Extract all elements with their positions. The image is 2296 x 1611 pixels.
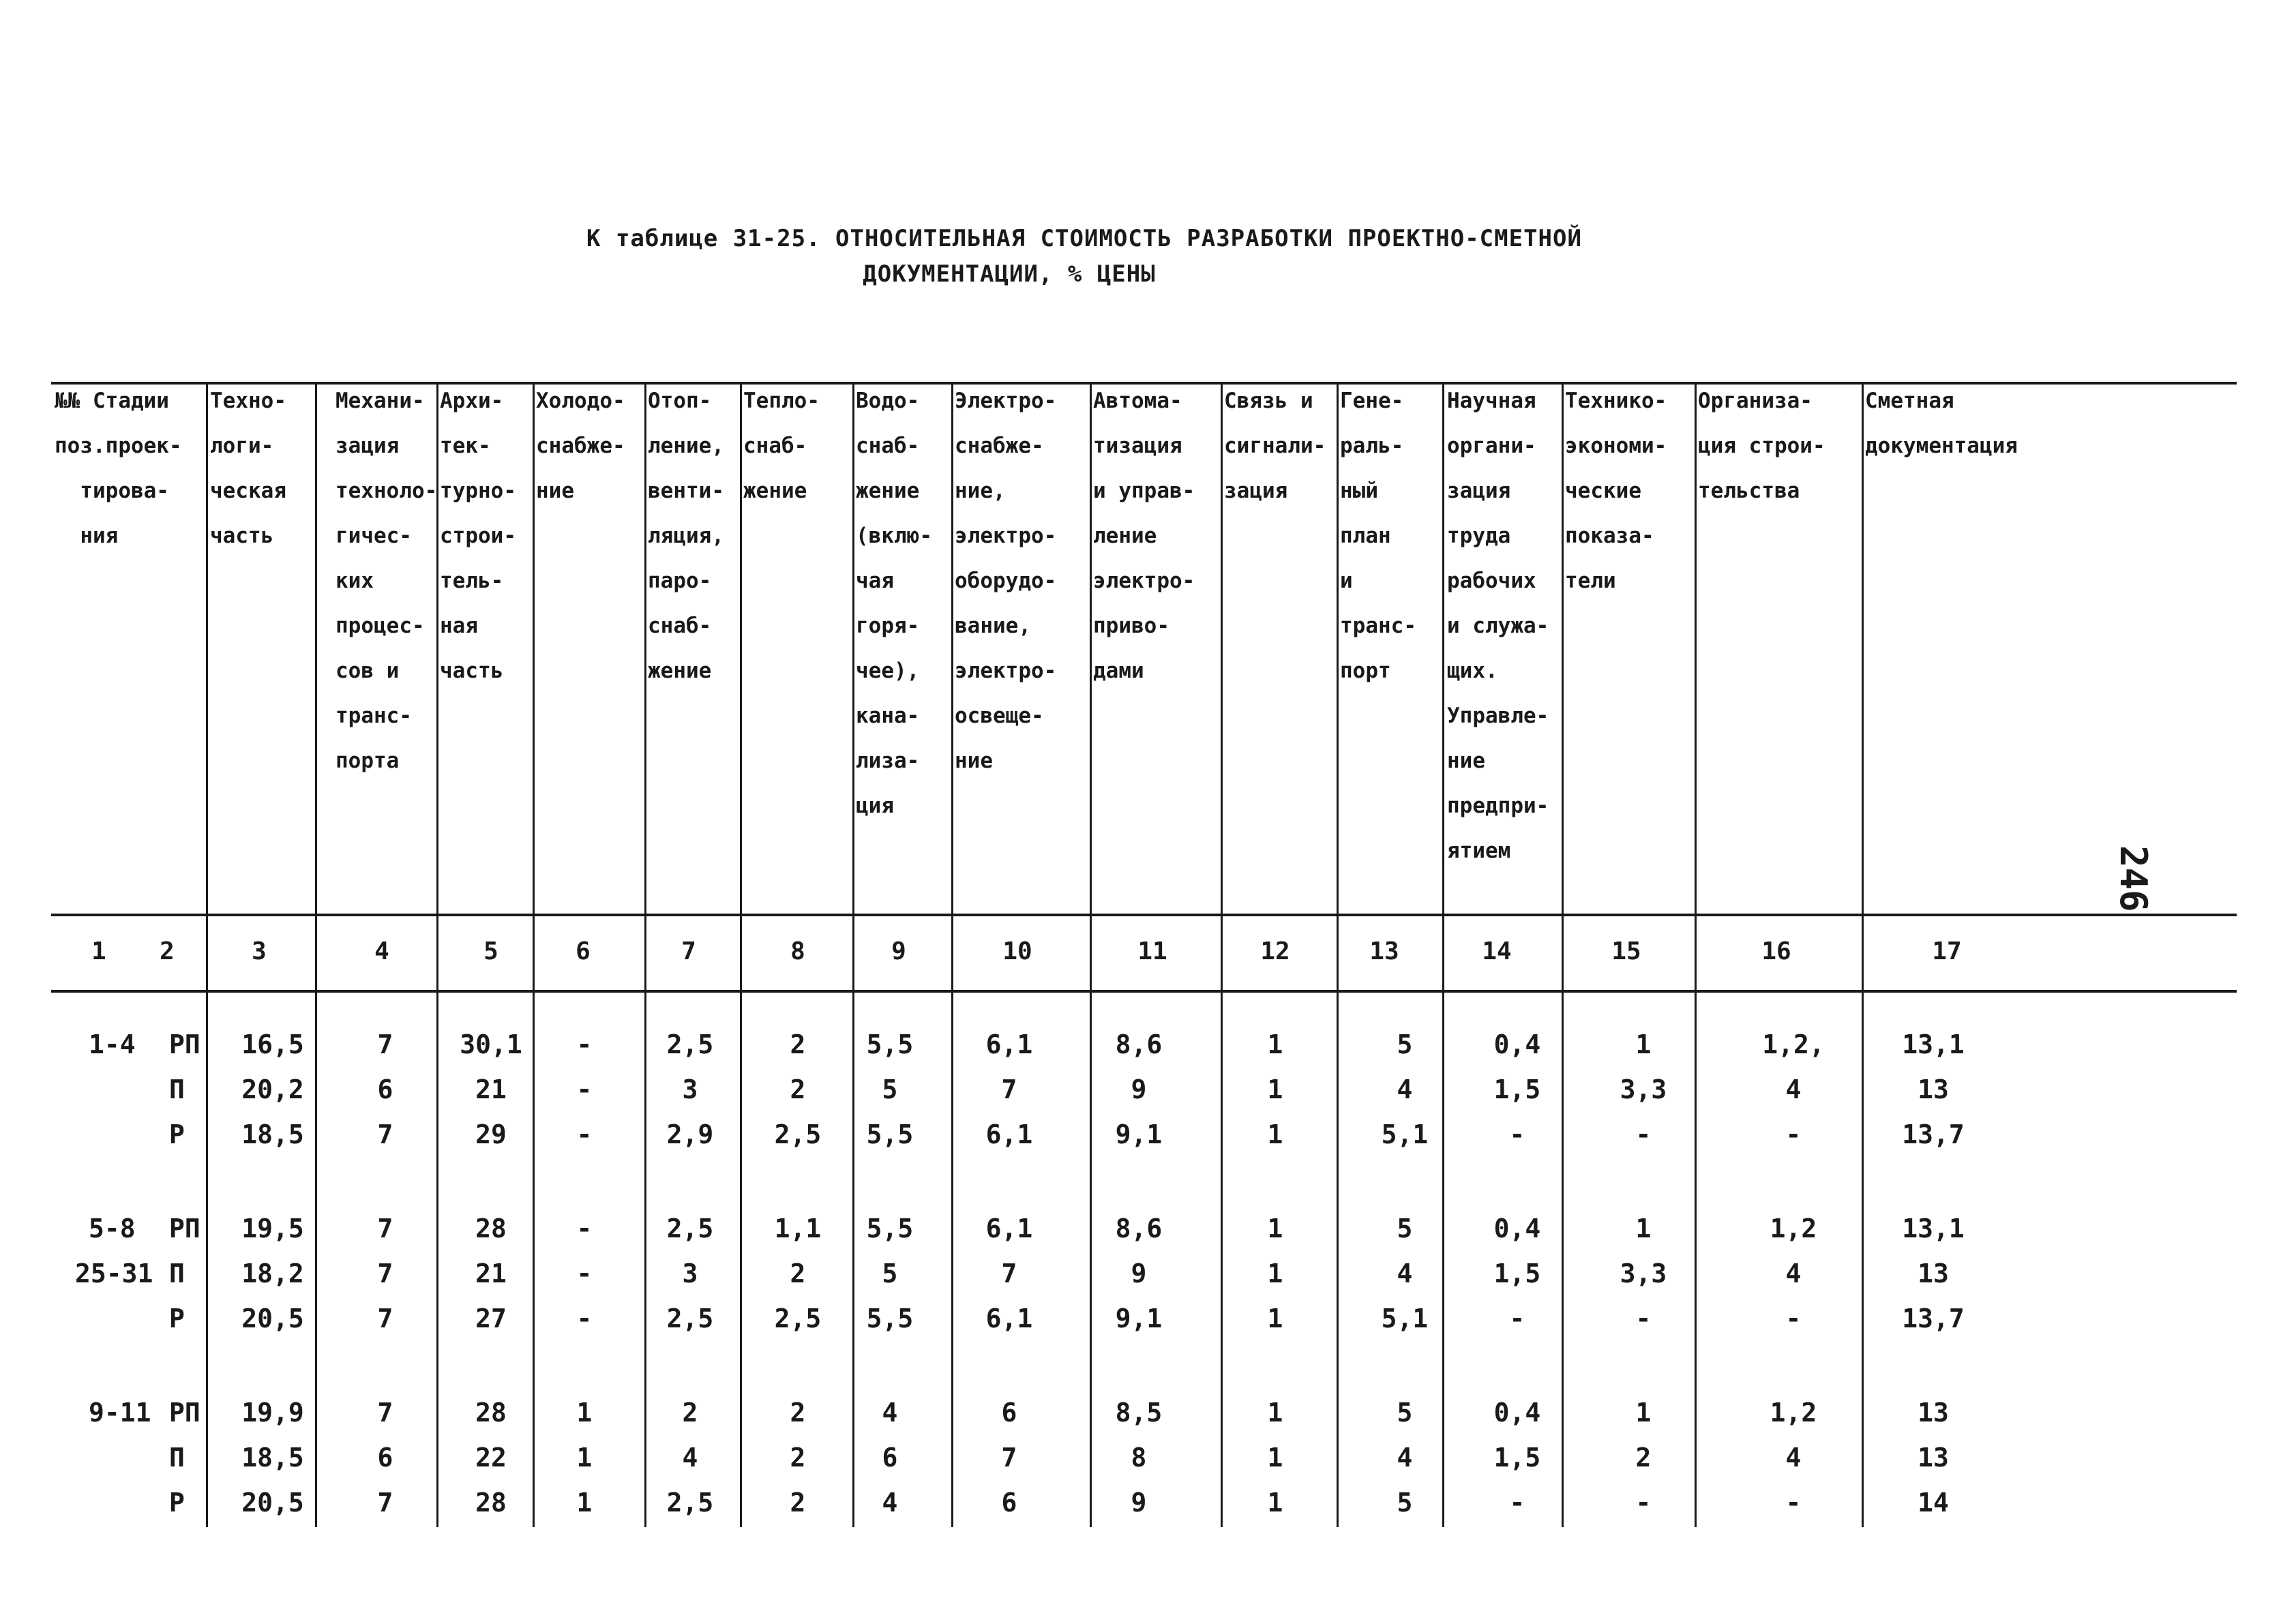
table-cell: 28 [475, 1398, 507, 1428]
rule-numbers-bottom [51, 990, 2237, 993]
table-cell: 1 [1267, 1488, 1283, 1518]
table-cell: - [576, 1029, 593, 1059]
table-cell: 6,1 [985, 1029, 1033, 1059]
table-cell: 16,5 [241, 1029, 304, 1059]
stage-label: П [169, 1074, 185, 1104]
column-number: 15 [1611, 937, 1641, 965]
stage-label: Р [169, 1304, 185, 1334]
table-cell: 21 [475, 1074, 507, 1104]
column-header: Отоп- ление, венти- ляция, паро- снаб- жение [648, 389, 724, 683]
column-number: 1 [91, 937, 106, 965]
table-cell: 1,2, [1762, 1029, 1825, 1059]
column-number: 16 [1761, 937, 1791, 965]
table-cell: 13,7 [1902, 1304, 1965, 1334]
table-cell: 18,2 [241, 1259, 304, 1289]
table-cell: 4 [1397, 1074, 1413, 1104]
table-cell: 4 [1785, 1074, 1802, 1104]
table-cell: 8 [1131, 1443, 1147, 1473]
table-cell: 4 [882, 1398, 898, 1428]
table-cell: 5 [1397, 1488, 1413, 1518]
table-cell: 20,5 [241, 1304, 304, 1334]
table-cell: 3 [682, 1074, 698, 1104]
table-cell: 8,6 [1115, 1214, 1163, 1244]
column-header: Сметная документация [1865, 389, 2018, 458]
table-cell: 6,1 [985, 1119, 1033, 1149]
column-divider [740, 382, 742, 1527]
column-divider [315, 382, 317, 1527]
table-cell: 5,5 [866, 1119, 914, 1149]
column-number: 8 [790, 937, 805, 965]
table-cell: 1 [1267, 1074, 1283, 1104]
table-cell: - [1509, 1488, 1525, 1518]
table-cell: 1 [576, 1488, 593, 1518]
column-divider [1221, 382, 1223, 1527]
table-cell: 9,1 [1115, 1119, 1163, 1149]
table-title-line-2: ДОКУМЕНТАЦИИ, % ЦЕНЫ [863, 260, 1156, 288]
table-cell: - [576, 1259, 593, 1289]
column-divider [644, 382, 646, 1527]
table-cell: 13 [1918, 1398, 1949, 1428]
column-number: 13 [1369, 937, 1399, 965]
table-cell: 7 [377, 1488, 393, 1518]
column-number: 4 [374, 937, 389, 965]
column-number: 17 [1932, 937, 1962, 965]
table-cell: 20,2 [241, 1074, 304, 1104]
table-cell: 28 [475, 1214, 507, 1244]
table-cell: 9 [1131, 1074, 1147, 1104]
table-cell: 5 [1397, 1214, 1413, 1244]
table-cell: 2 [790, 1029, 806, 1059]
table-cell: 1 [1267, 1443, 1283, 1473]
column-number: 10 [1002, 937, 1032, 965]
table-cell: - [576, 1214, 593, 1244]
column-divider [1562, 382, 1564, 1527]
table-cell: 29 [475, 1119, 507, 1149]
column-header: Архи- тек- турно- строи- тель- ная часть [440, 389, 516, 683]
table-cell: 13,1 [1902, 1029, 1965, 1059]
table-cell: 18,5 [241, 1443, 304, 1473]
column-divider [1695, 382, 1697, 1527]
table-cell: - [1785, 1119, 1802, 1149]
table-cell: 4 [1785, 1443, 1802, 1473]
table-cell: 0,4 [1493, 1029, 1541, 1059]
table-cell: 1 [1635, 1214, 1652, 1244]
table-cell: 1,5 [1493, 1443, 1541, 1473]
column-divider [533, 382, 535, 1527]
table-cell: 4 [1397, 1259, 1413, 1289]
column-header: Электро- снабже- ние, электро- оборудо- вание, электро- освеще- ние [955, 389, 1057, 773]
stage-label: П [169, 1259, 185, 1289]
table-cell: 1,5 [1493, 1074, 1541, 1104]
table-cell: 2 [790, 1259, 806, 1289]
table-cell: 13,7 [1902, 1119, 1965, 1149]
column-divider [1442, 382, 1444, 1527]
table-cell: 28 [475, 1488, 507, 1518]
position-range: 9-11 [89, 1398, 151, 1428]
column-divider [852, 382, 854, 1527]
table-cell: 21 [475, 1259, 507, 1289]
table-cell: 2 [790, 1488, 806, 1518]
table-cell: 8,5 [1115, 1398, 1163, 1428]
column-divider [1090, 382, 1092, 1527]
table-cell: 1 [1267, 1398, 1283, 1428]
table-cell: 2 [790, 1398, 806, 1428]
column-header: Технико- экономи- ческие показа- тели [1565, 389, 1667, 593]
column-number: 12 [1260, 937, 1290, 965]
table-cell: 7 [1001, 1443, 1017, 1473]
table-cell: 2,5 [666, 1304, 714, 1334]
table-cell: 6,1 [985, 1214, 1033, 1244]
table-cell: 1 [1267, 1214, 1283, 1244]
table-cell: 13 [1918, 1259, 1949, 1289]
column-header: Гене- раль- ный план и транс- порт [1340, 389, 1416, 683]
table-cell: - [1509, 1119, 1525, 1149]
table-cell: 5 [882, 1259, 898, 1289]
column-number: 14 [1482, 937, 1512, 965]
table-cell: 9,1 [1115, 1304, 1163, 1334]
table-cell: 6,1 [985, 1304, 1033, 1334]
table-cell: - [1785, 1304, 1802, 1334]
table-cell: 5,5 [866, 1214, 914, 1244]
table-cell: 9 [1131, 1488, 1147, 1518]
table-cell: 2 [790, 1074, 806, 1104]
table-cell: 6 [377, 1074, 393, 1104]
table-cell: 22 [475, 1443, 507, 1473]
column-header: Автома- тизация и управ- ление электро- приво- дами [1093, 389, 1195, 683]
table-cell: 1,2 [1770, 1214, 1817, 1244]
table-cell: 0,4 [1493, 1398, 1541, 1428]
table-cell: 0,4 [1493, 1214, 1541, 1244]
table-cell: 6 [882, 1443, 898, 1473]
column-header: Техно- логи- ческая часть [210, 389, 286, 548]
table-cell: 3 [682, 1259, 698, 1289]
table-cell: 7 [1001, 1259, 1017, 1289]
table-cell: 5 [1397, 1398, 1413, 1428]
table-cell: 1,1 [774, 1214, 822, 1244]
column-divider [1337, 382, 1339, 1527]
table-cell: 1 [1267, 1259, 1283, 1289]
column-header: Связь и сигнали- зация [1224, 389, 1326, 503]
column-header: Организа- ция строи- тельства [1698, 389, 1825, 503]
table-cell: 1,5 [1493, 1259, 1541, 1289]
rule-header-bottom [51, 914, 2237, 916]
stage-label: П [169, 1443, 185, 1473]
table-cell: 13 [1918, 1074, 1949, 1104]
column-number: 6 [576, 937, 591, 965]
table-cell: 2 [790, 1443, 806, 1473]
column-number: 9 [891, 937, 906, 965]
column-divider [1862, 382, 1864, 1527]
table-cell: 5,1 [1381, 1119, 1429, 1149]
table-cell: 1 [1267, 1119, 1283, 1149]
stage-label: РП [169, 1398, 200, 1428]
column-divider [206, 382, 208, 1527]
table-cell: 2,5 [774, 1304, 822, 1334]
column-number: 3 [252, 937, 267, 965]
column-header: №№ Стадии поз.проек- тирова- ния [55, 389, 182, 548]
column-header: Водо- снаб- жение (вклю- чая горя- чее), кана- лиза- ция [856, 389, 932, 818]
table-cell: - [1635, 1304, 1652, 1334]
column-header: Научная органи- зация труда рабочих и служа- щих. Управле- ние предпри- ятием [1447, 389, 1549, 863]
table-cell: 5 [1397, 1029, 1413, 1059]
table-cell: 7 [1001, 1074, 1017, 1104]
table-cell: 4 [882, 1488, 898, 1518]
table-cell: - [576, 1074, 593, 1104]
stage-label: РП [169, 1029, 200, 1059]
table-cell: 1 [1635, 1398, 1652, 1428]
table-cell: 8,6 [1115, 1029, 1163, 1059]
column-number: 5 [483, 937, 498, 965]
table-cell: 1 [576, 1443, 593, 1473]
table-cell: 6 [1001, 1488, 1017, 1518]
table-cell: 5,1 [1381, 1304, 1429, 1334]
table-cell: 13 [1918, 1443, 1949, 1473]
position-range: 1-4 [89, 1029, 136, 1059]
stage-label: Р [169, 1119, 185, 1149]
table-cell: 7 [377, 1259, 393, 1289]
table-cell: 27 [475, 1304, 507, 1334]
table-cell: 7 [377, 1214, 393, 1244]
table-cell: 30,1 [460, 1029, 522, 1059]
table-cell: 2,5 [666, 1214, 714, 1244]
stage-label: РП [169, 1214, 200, 1244]
table-cell: 1 [576, 1398, 593, 1428]
table-cell: 7 [377, 1119, 393, 1149]
table-cell: 1 [1267, 1029, 1283, 1059]
table-title-line-1: К таблице 31-25. ОТНОСИТЕЛЬНАЯ СТОИМОСТЬ РАЗРАБОТКИ ПРОЕКТНО-СМЕТНОЙ [586, 225, 1582, 252]
position-range-2: 25-31 [75, 1259, 153, 1289]
table-cell: 4 [1785, 1259, 1802, 1289]
table-cell: 13,1 [1902, 1214, 1965, 1244]
table-cell: 2 [1635, 1443, 1652, 1473]
table-cell: 2,5 [774, 1119, 822, 1149]
table-cell: 1 [1267, 1304, 1283, 1334]
table-cell: 2 [682, 1398, 698, 1428]
table-cell: 2,5 [666, 1488, 714, 1518]
column-header: Холодо- снабже- ние [536, 389, 625, 503]
page-number: 246 [2112, 845, 2155, 912]
table-cell: - [1635, 1119, 1652, 1149]
table-cell: 14 [1918, 1488, 1949, 1518]
column-number: 11 [1137, 937, 1167, 965]
table-cell: 19,9 [241, 1398, 304, 1428]
table-cell: 7 [377, 1029, 393, 1059]
table-cell: 7 [377, 1398, 393, 1428]
table-cell: 19,5 [241, 1214, 304, 1244]
table-cell: - [576, 1119, 593, 1149]
table-cell: 4 [682, 1443, 698, 1473]
table-cell: 2,5 [666, 1029, 714, 1059]
table-cell: 3,3 [1620, 1074, 1667, 1104]
table-cell: 18,5 [241, 1119, 304, 1149]
position-range: 5-8 [89, 1214, 136, 1244]
column-header: Тепло- снаб- жение [743, 389, 820, 503]
table-cell: 6 [377, 1443, 393, 1473]
table-cell: 5,5 [866, 1304, 914, 1334]
column-header: Механи- зация техноло- гичес- ких процес- сов и транс- порта [336, 389, 438, 773]
table-cell: - [1635, 1488, 1652, 1518]
table-cell: 1,2 [1770, 1398, 1817, 1428]
table-cell: - [1509, 1304, 1525, 1334]
table-cell: 20,5 [241, 1488, 304, 1518]
table-cell: 4 [1397, 1443, 1413, 1473]
table-cell: 3,3 [1620, 1259, 1667, 1289]
table-cell: - [576, 1304, 593, 1334]
table-cell: 6 [1001, 1398, 1017, 1428]
table-cell: 7 [377, 1304, 393, 1334]
stage-label: Р [169, 1488, 185, 1518]
table-cell: 5,5 [866, 1029, 914, 1059]
table-cell: - [1785, 1488, 1802, 1518]
table-cell: 9 [1131, 1259, 1147, 1289]
column-number: 7 [681, 937, 696, 965]
column-divider [951, 382, 953, 1527]
column-number: 2 [160, 937, 175, 965]
table-cell: 2,9 [666, 1119, 714, 1149]
table-cell: 5 [882, 1074, 898, 1104]
table-cell: 1 [1635, 1029, 1652, 1059]
